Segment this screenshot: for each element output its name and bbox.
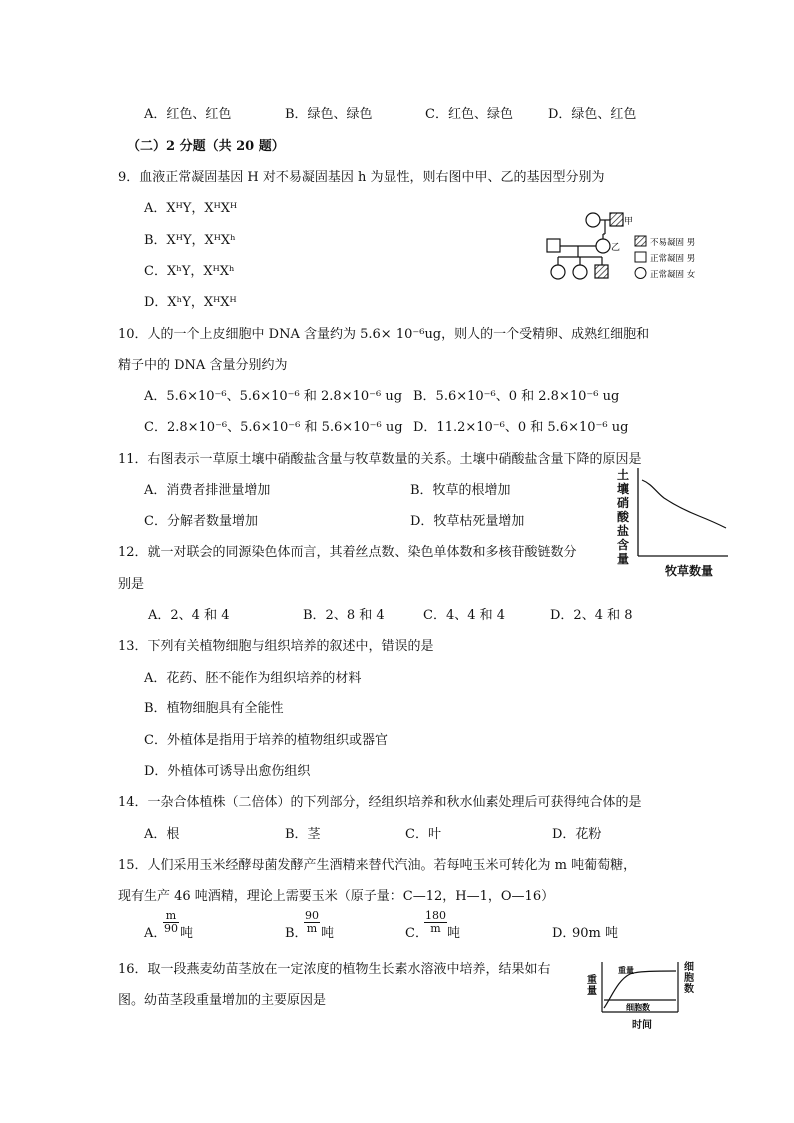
pedigree-jia-male <box>610 213 623 226</box>
q15-option-c-denominator: m <box>430 922 441 935</box>
q15-option-b-unit: 吨 <box>321 926 335 941</box>
q15-option-c-unit: 吨 <box>447 926 461 941</box>
q15-option-a-denominator: 90 <box>164 922 178 935</box>
q14-option-d: D．花粉 <box>552 827 602 842</box>
q15-option-d-text: 90m 吨 <box>572 926 619 941</box>
pedigree-label-jia: 甲 <box>624 217 634 227</box>
q15-stem-line1: 15．人们采用玉米经酵母菌发酵产生酒精来替代汽油。若每吨玉米可转化为 m 吨葡萄糖， <box>118 858 637 873</box>
q16-chart-xlabel: 时间 <box>632 1020 652 1031</box>
q11-stem: 11．右图表示一草原土壤中硝酸盐含量与牧草数量的关系。土壤中硝酸盐含量下降的原因是 <box>118 452 642 467</box>
q16-chart-left-label: 重量 <box>587 975 597 997</box>
q13-stem: 13．下列有关植物细胞与组织培养的叙述中，错误的是 <box>118 639 434 654</box>
q15-option-c-numerator: 180 <box>425 909 446 922</box>
q15-option-a-fraction <box>163 910 179 935</box>
q14-stem: 14．一杂合体植株（二倍体）的下列部分，经组织培养和秋水仙素处理后可获得纯合体的是 <box>118 795 642 810</box>
q15-option-d-letter: D． <box>552 926 576 941</box>
q16-series-weight-label: 重量 <box>618 966 634 975</box>
q15-option-c-fraction <box>424 910 447 935</box>
q15-option-b-denominator: m <box>306 922 318 935</box>
q15-option-b-letter: B． <box>285 926 308 941</box>
legend-normal-male-swatch <box>635 252 646 262</box>
q12-stem-line1: 12．就一对联会的同源染色体而言，其着丝点数、染色单体数和多核苷酸链数分 <box>118 545 577 560</box>
q9-option-a: A．XᴴY，XᴴXᴴ <box>144 201 238 216</box>
q16-chart-right-label: 细胞数 <box>684 962 694 995</box>
q13-option-d: D．外植体可诱导出愈伤组织 <box>144 764 311 779</box>
q9-stem: 9．血液正常凝固基因 H 对不易凝固基因 h 为显性，则右图中甲、乙的基因型分别为 <box>118 170 605 185</box>
q14-option-b: B．茎 <box>285 827 321 842</box>
q14-option-a: A．根 <box>144 827 180 842</box>
q10-option-d: D．11.2×10⁻⁶、0 和 5.6×10⁻⁶ ug <box>413 420 629 435</box>
q13-option-b: B．植物细胞具有全能性 <box>144 701 284 716</box>
pedigree-label-yi: 乙 <box>611 243 621 253</box>
q8-option-c: C．红色、绿色 <box>425 107 513 122</box>
q11-chart <box>634 468 730 560</box>
pedigree-yi-female <box>596 239 610 253</box>
legend-normal-male: 正常凝固 男 <box>650 254 696 264</box>
q12-stem-line2: 别是 <box>118 577 145 592</box>
q8-option-d: D．绿色、红色 <box>548 107 637 122</box>
q8-option-a: A．红色、红色 <box>144 107 232 122</box>
q15-option-a-letter: A． <box>144 926 167 941</box>
q9-option-c: C．XʰY，XᴴXʰ <box>144 264 235 279</box>
section-title: （二）2 分题（共 20 题） <box>127 139 285 154</box>
q11-option-c: C．分解者数量增加 <box>144 514 258 529</box>
q16-stem-line1: 16．取一段燕麦幼苗茎放在一定浓度的植物生长素水溶液中培养，结果如右 <box>118 962 551 977</box>
q10-stem-line1: 10．人的一个上皮细胞中 DNA 含量约为 5.6× 10⁻⁶ug，则人的一个受精卵、成熟红细胞和 <box>118 327 650 342</box>
q16-stem-line2: 图。幼苗茎段重量增加的主要原因是 <box>118 993 327 1008</box>
q13-option-a: A．花药、胚不能作为组织培养的材料 <box>144 671 362 686</box>
q12-option-b: B．2、8 和 4 <box>303 608 385 623</box>
q11-option-a: A．消费者排泄量增加 <box>144 483 271 498</box>
q15-option-c-letter: C． <box>405 926 428 941</box>
pedigree-child-affected-male <box>595 265 608 278</box>
q12-option-d: D．2、4 和 8 <box>550 608 633 623</box>
pedigree-diagram <box>540 205 720 287</box>
q12-option-c: C．4、4 和 4 <box>423 608 506 623</box>
legend-normal-female: 正常凝固 女 <box>650 270 696 280</box>
q11-option-d: D．牧草枯死量增加 <box>410 514 525 529</box>
legend-normal-female-swatch <box>635 268 646 279</box>
legend-affected-male-swatch <box>635 236 646 246</box>
q9-option-b: B．XᴴY，XᴴXʰ <box>144 233 236 248</box>
q10-option-c: C．2.8×10⁻⁶、5.6×10⁻⁶ 和 5.6×10⁻⁶ ug <box>144 420 403 435</box>
q14-option-c: C．叶 <box>405 827 441 842</box>
legend-affected-male: 不易凝固 男 <box>650 238 696 248</box>
q11-option-b: B．牧草的根增加 <box>410 483 511 498</box>
q12-option-a: A．2、4 和 4 <box>148 608 230 623</box>
q15-option-a-numerator: m <box>163 910 179 923</box>
q10-stem-line2: 精子中的 DNA 含量分别约为 <box>118 358 288 373</box>
pedigree-top-female <box>586 213 600 227</box>
q15-option-a-unit: 吨 <box>180 926 194 941</box>
pedigree-child-female-2 <box>573 265 587 279</box>
q9-option-d: D．XʰY，XᴴXᴴ <box>144 295 237 310</box>
q13-option-c: C．外植体是指用于培养的植物组织或器官 <box>144 733 388 748</box>
q11-chart-curve <box>642 480 726 528</box>
q8-option-b: B．绿色、绿色 <box>285 107 373 122</box>
q15-stem-line2: 现有生产 46 吨酒精，理论上需要玉米（原子量：C—12，H—1，O—16） <box>118 889 555 904</box>
q11-chart-ylabel: 土壤硝酸盐含量 <box>617 468 630 566</box>
q15-option-b-fraction <box>304 910 320 935</box>
q11-chart-xlabel: 牧草数量 <box>665 564 714 578</box>
q16-series-cells-label: 细胞数 <box>626 1003 650 1012</box>
q10-option-a: A．5.6×10⁻⁶、5.6×10⁻⁶ 和 2.8×10⁻⁶ ug <box>144 389 403 404</box>
q10-option-b: B．5.6×10⁻⁶、0 和 2.8×10⁻⁶ ug <box>413 389 620 404</box>
q15-option-b-numerator: 90 <box>305 909 319 922</box>
pedigree-normal-male <box>547 239 560 252</box>
q16-chart <box>598 960 682 1016</box>
pedigree-child-female-1 <box>551 265 565 279</box>
